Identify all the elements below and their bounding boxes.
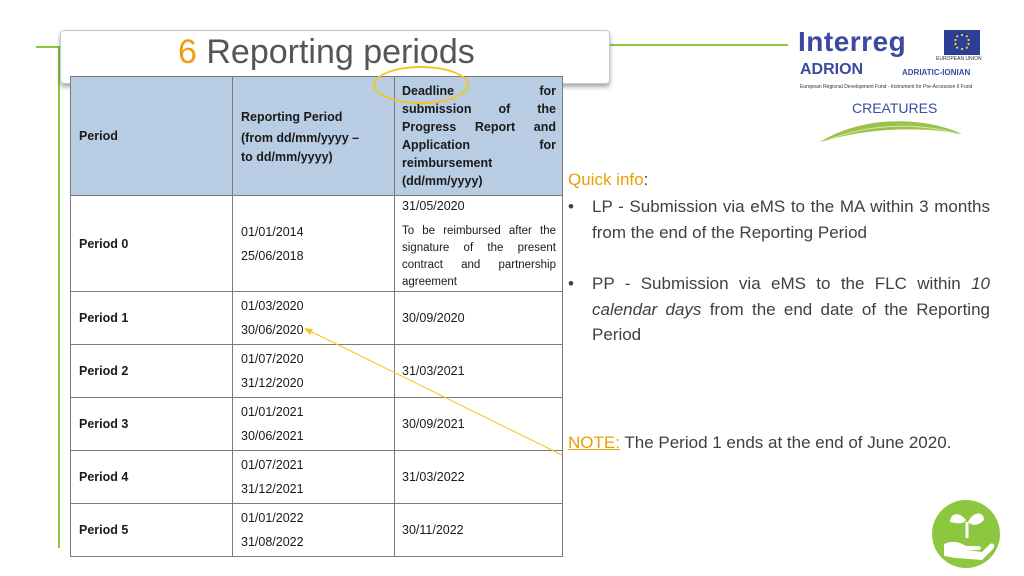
header-deadline-line: Deadline for [402,84,556,98]
cell-from-date: 01/07/2021 [241,458,304,472]
cell-period: Period 3 [71,398,233,451]
cell-from-date: 01/01/2014 [241,224,304,239]
cell-to-date: 31/08/2022 [241,535,304,549]
cell-deadline: 30/09/2021 [395,398,563,451]
header-deadline-line: reimbursement [402,156,493,170]
logo-region: ADRIATIC-IONIAN [902,68,971,77]
cell-period: Period 4 [71,451,233,504]
quick-info-label: Quick info [568,170,644,189]
cell-deadline: 31/03/2021 [395,345,563,398]
note-text: The Period 1 ends at the end of June 2020. [619,433,952,452]
quick-info-colon: : [643,170,649,189]
header-reporting-line: to dd/mm/yyyy) [241,150,333,164]
title-text: Reporting periods [196,33,475,71]
note [568,433,951,453]
header-reporting-line: (from dd/mm/yyyy – [241,131,360,145]
cell-to-date: 31/12/2021 [241,482,304,496]
cell-period: Period 0 [71,196,233,292]
logo-fund: European Regional Development Fund - Instrument for Pre-Accession II Fund [800,84,973,90]
cell-deadline-note: To be reimbursed after the signature of the present contract and partnership agreement [402,225,556,288]
cell-deadline: 30/09/2020 [395,292,563,345]
cell-from-date: 01/03/2020 [241,299,304,313]
logo-project: CREATURES [852,100,938,116]
interreg-logo [798,28,988,148]
info-pp-text: PP - Submission via eMS to the FLC within [592,274,972,293]
info-pp-emphasis: 10 calendar days [592,274,990,319]
cell-deadline: 30/11/2022 [395,504,563,557]
logo-eu-label: EUROPEAN UNION [936,56,982,62]
header-deadline-line: (dd/mm/yyyy) [402,174,483,188]
logo-program: ADRION [800,61,864,78]
cell-period: Period 1 [71,292,233,345]
note-label: NOTE: [568,433,620,452]
cell-deadline: 31/03/2022 [395,451,563,504]
callout-line [308,330,562,455]
header-reporting-line: Reporting Period [241,110,343,124]
leaf-icon [818,116,964,144]
cell-deadline-date: 31/05/2020 [402,199,465,213]
cell-to-date: 30/06/2021 [241,429,304,443]
cell-to-date: 30/06/2020 [241,323,304,337]
header-period: Period [71,77,233,196]
cell-to-date: 31/12/2020 [241,376,304,390]
info-item-pp [568,271,990,348]
cell-from-date: 01/01/2022 [241,511,304,525]
title-number: 6 [178,33,197,71]
header-deadline-line: Application for [402,138,556,152]
info-item-lp: • LP - Submission via eMS to the MA within 3 months from the end of the Reporting Period [568,194,990,245]
cell-to-date: 25/06/2018 [241,248,304,263]
cell-period: Period 5 [71,504,233,557]
header-deadline-line: submission of the [402,102,556,116]
eu-flag-icon [944,30,980,55]
header-deadline-line: Progress Report and [402,120,556,134]
logo-brand: Interreg [798,26,907,57]
cell-from-date: 01/01/2021 [241,405,304,419]
callout-arrowhead [304,328,313,335]
quick-info [568,170,990,348]
info-pp-text-end: from the end date of the Reporting Period [592,299,990,344]
hand-plant-icon [932,500,1000,568]
cell-period: Period 2 [71,345,233,398]
cell-from-date: 01/07/2020 [241,352,304,366]
